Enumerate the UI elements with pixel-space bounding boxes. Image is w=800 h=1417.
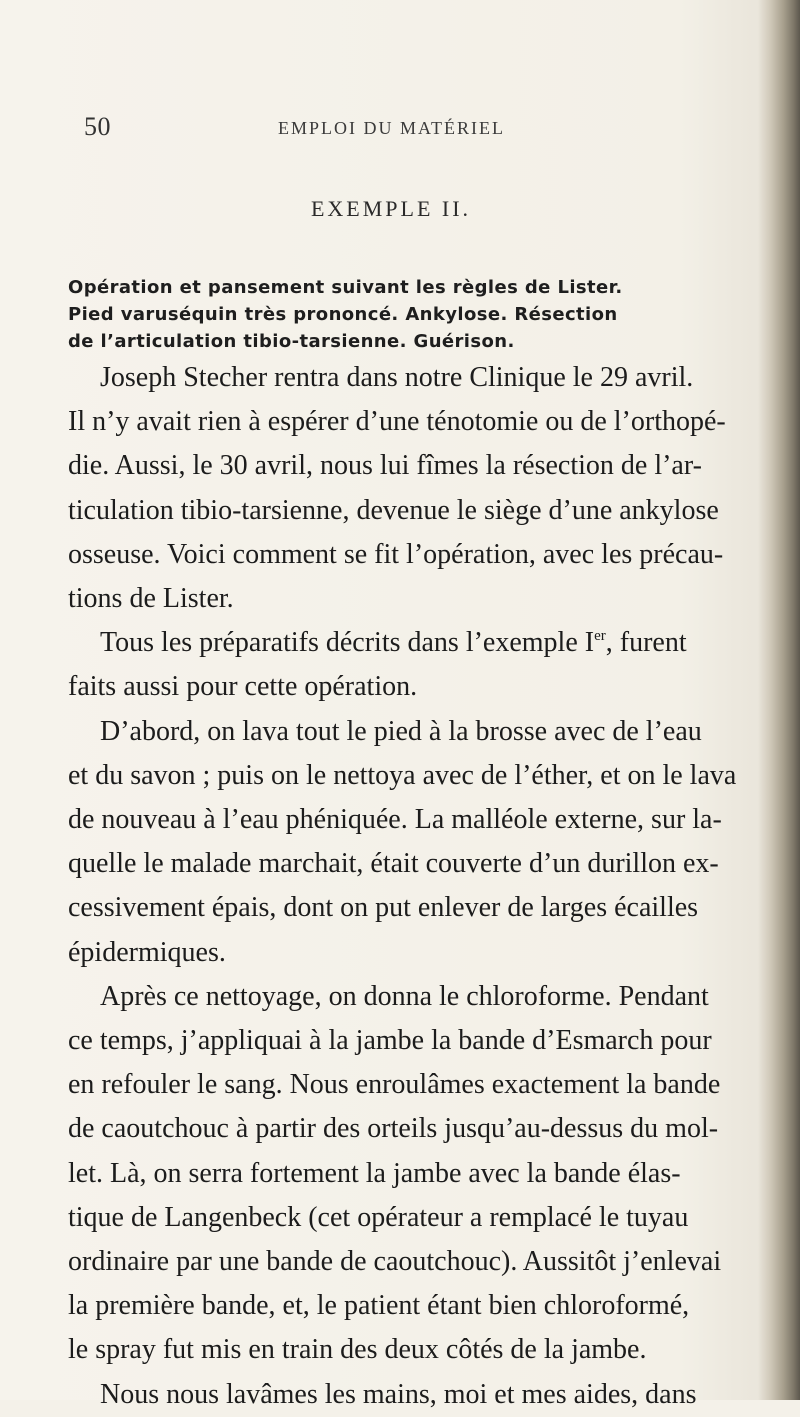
page-number: 50 xyxy=(84,112,111,141)
body-line: de nouveau à l’eau phéniquée. La malléole externe, sur la- xyxy=(68,804,722,836)
body-text xyxy=(68,356,768,1417)
body-line: et du savon ; puis on le nettoya avec de l’éther, et on le lava xyxy=(68,759,737,791)
body-line: Joseph Stecher rentra dans notre Clinique le 29 avril. xyxy=(100,362,694,393)
running-head: EMPLOI DU MATÉRIEL xyxy=(278,118,505,138)
body-line: quelle le malade marchait, était couverte d’un durillon ex- xyxy=(68,848,719,880)
summary-line: Pied varuséquin très prononcé. Ankylose. Résection xyxy=(68,304,618,325)
body-line: ticulation tibio-tarsienne, devenue le siège d’une ankylose xyxy=(68,494,719,526)
body-line: Nous nous lavâmes les mains, moi et mes aides, dans xyxy=(100,1378,697,1410)
body-line: de caoutchouc à partir des orteils jusqu’au-dessus du mol- xyxy=(68,1113,719,1145)
body-line: tions de Lister. xyxy=(68,583,234,615)
body-line: en refouler le sang. Nous enroulâmes exactement la bande xyxy=(68,1069,721,1101)
summary-line: de l’articulation tibio-tarsienne. Guérison. xyxy=(68,331,515,352)
section-title: EXEMPLE II. xyxy=(310,196,472,221)
body-line: ordinaire par une bande de caoutchouc). Aussitôt j’enlevai xyxy=(68,1246,722,1278)
body-line: osseuse. Voici comment se fit l’opération, avec les précau- xyxy=(68,538,724,570)
body-line: faits aussi pour cette opération. xyxy=(68,671,418,703)
body-line: Il n’y avait rien à espérer d’une ténotomie ou de l’orthopé- xyxy=(68,406,726,438)
body-line: die. Aussi, le 30 avril, nous lui fîmes la résection de l’ar- xyxy=(68,450,702,482)
body-line: ce temps, j’appliquai à la jambe la bande d’Esmarch pour xyxy=(68,1025,712,1057)
body-line: le spray fut mis en train des deux côtés de la jambe. xyxy=(68,1334,647,1366)
body-line: Après ce nettoyage, on donna le chloroforme. Pendant xyxy=(100,980,709,1012)
summary-line: Opération et pansement suivant les règles de Lister. xyxy=(68,277,623,298)
body-line: let. Là, on serra fortement la jambe avec la bande élas- xyxy=(68,1157,681,1189)
body-line: D’abord, on lava tout le pied à la brosse avec de l’eau xyxy=(100,715,702,747)
body-line: tique de Langenbeck (cet opérateur a remplacé le tuyau xyxy=(68,1201,689,1233)
body-line xyxy=(68,621,768,665)
body-line: épidermiques. xyxy=(68,936,226,968)
body-line: la première bande, et, le patient étant bien chloroformé, xyxy=(68,1290,690,1322)
body-line-text: Tous les préparatifs décrits dans l’exemple I xyxy=(100,627,595,659)
section-summary xyxy=(68,274,768,355)
body-line: cessivement épais, dont on put enlever de larges écailles xyxy=(68,892,699,924)
body-line-tail: , furent xyxy=(605,627,687,659)
superscript-er: er xyxy=(594,628,606,645)
